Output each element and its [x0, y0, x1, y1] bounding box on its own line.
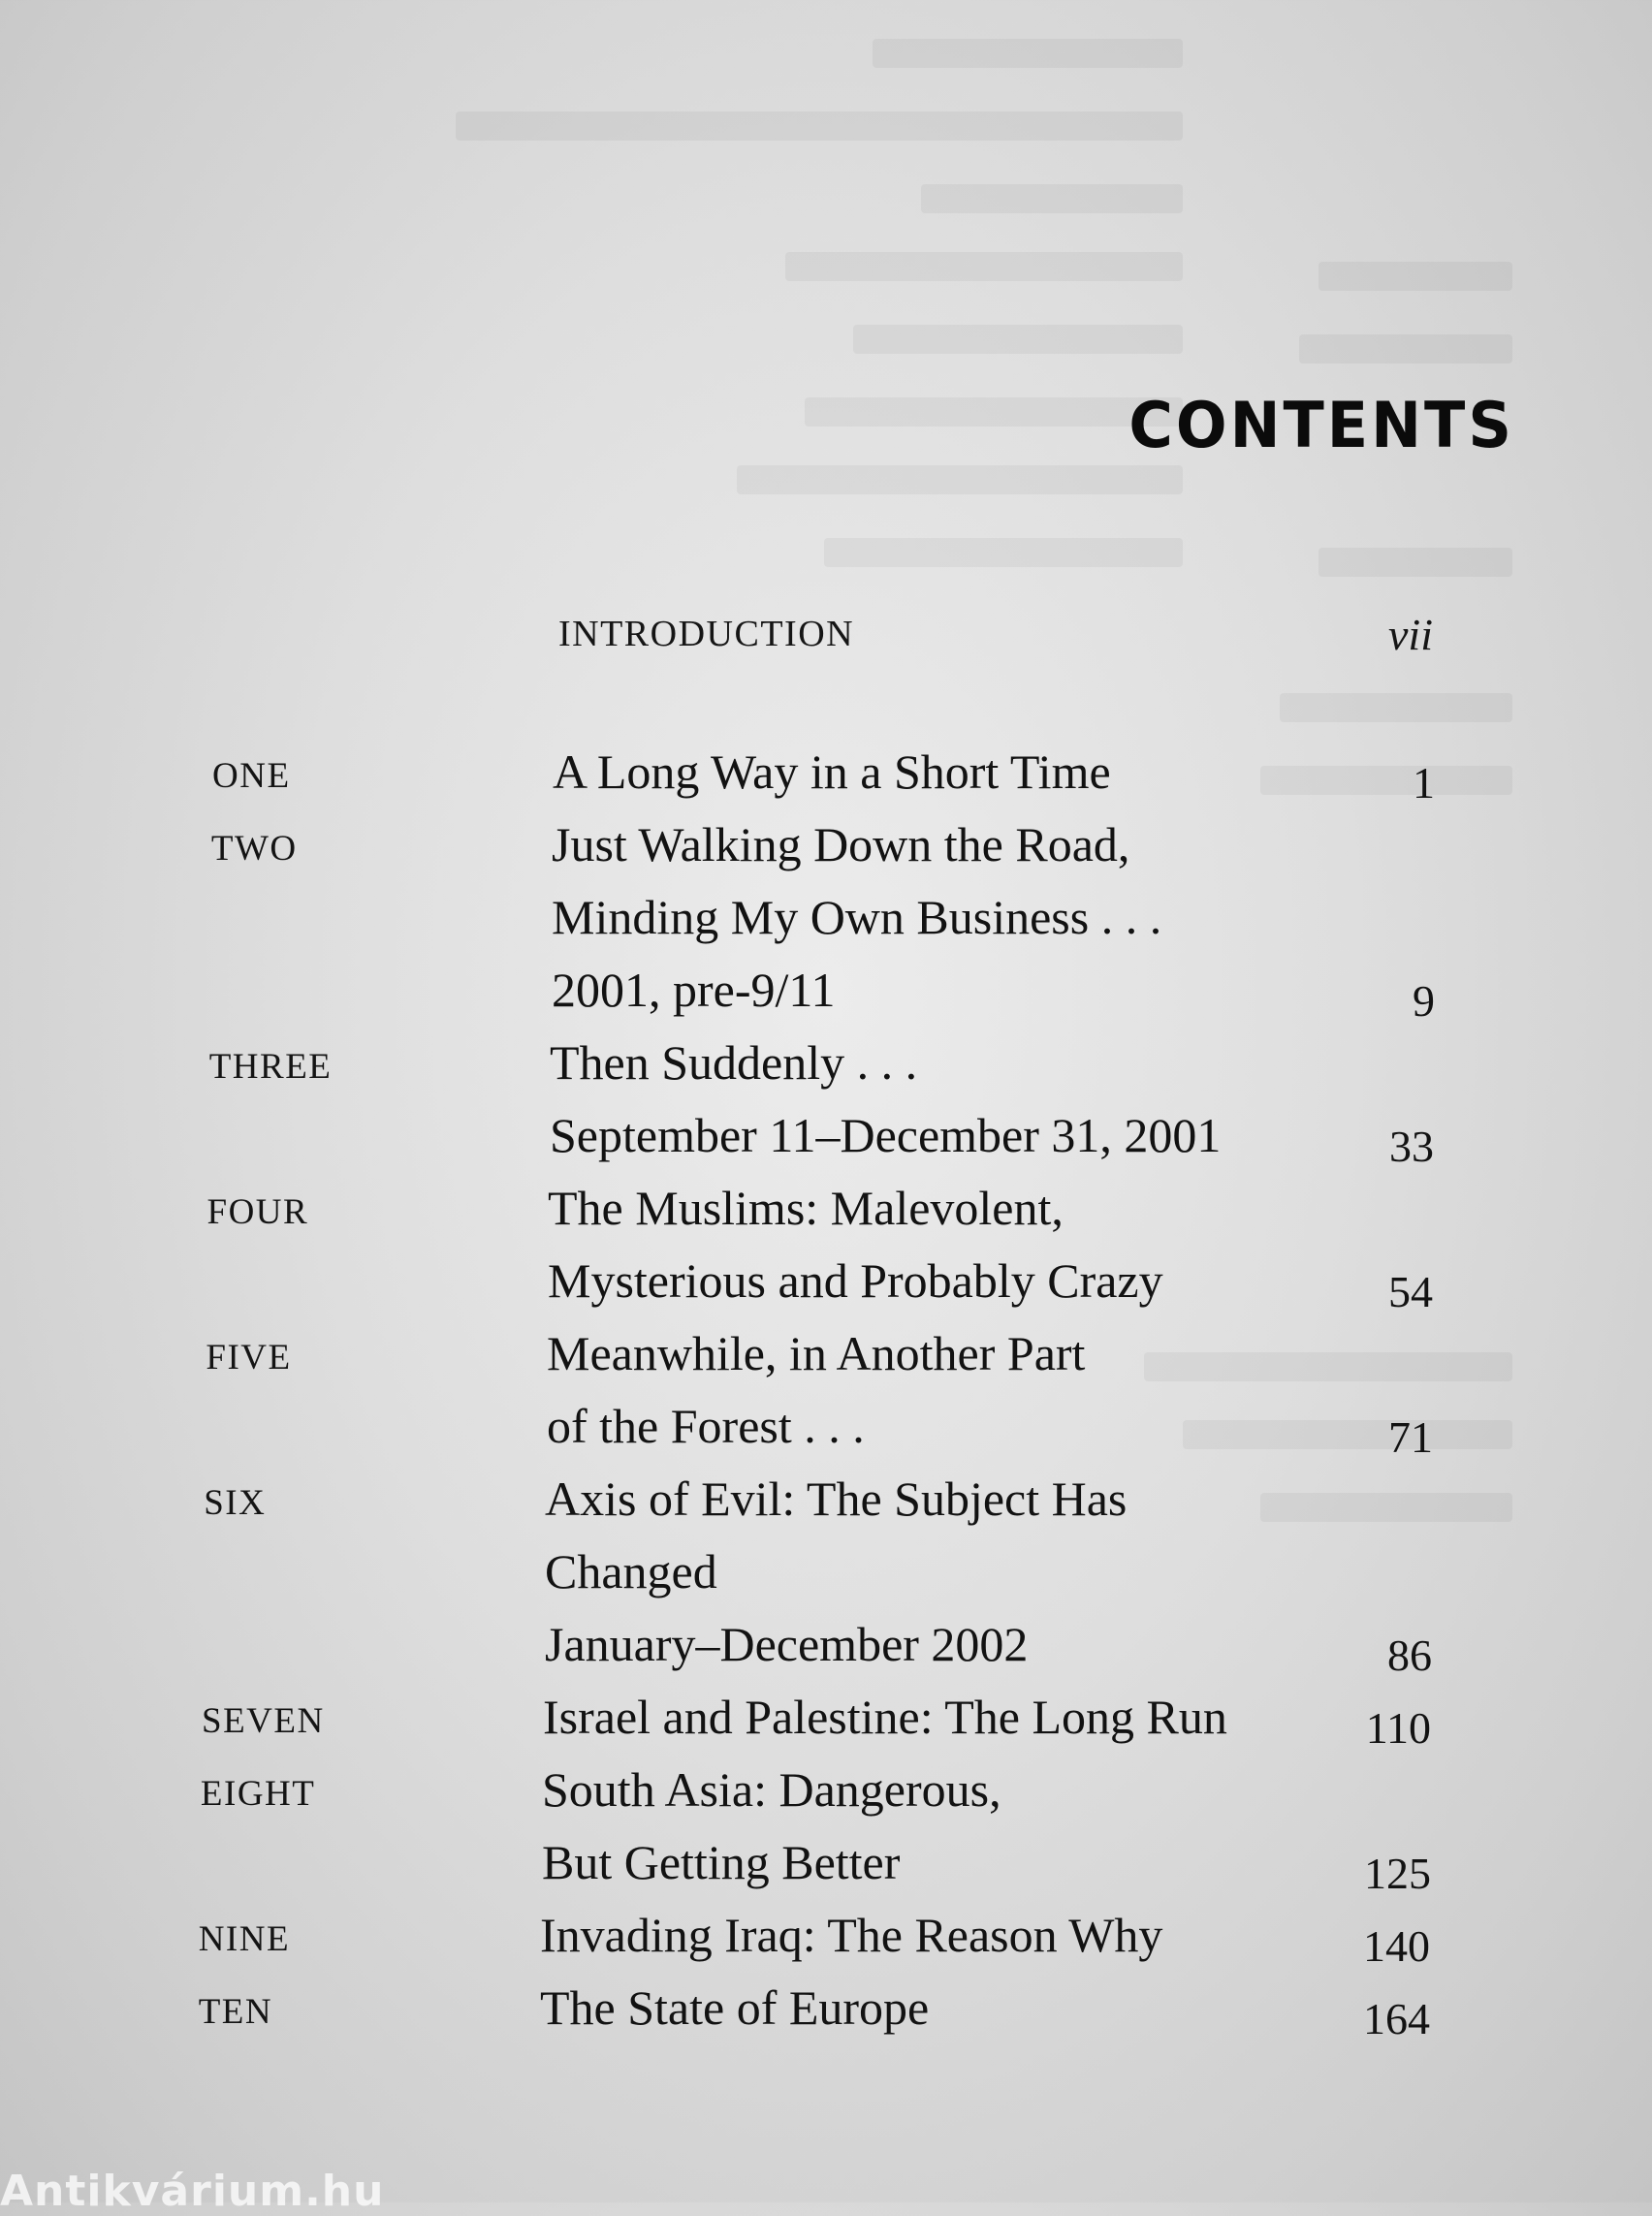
chapter-number: TEN [198, 1992, 273, 2032]
introduction-page-number: vii [1388, 610, 1433, 659]
chapter-number: ONE [212, 756, 291, 796]
chapter-title [540, 1972, 929, 2044]
chapter-title-line: But Getting Better [542, 1835, 901, 1889]
chapter-title-line: Invading Iraq: The Reason Why [540, 1908, 1163, 1962]
chapter-page-number: 9 [1413, 976, 1435, 1026]
chapter-title-line: Meanwhile, in Another Part [547, 1326, 1086, 1380]
chapter-page-number: 164 [1363, 1994, 1430, 2043]
chapter-title-line: Minding My Own Business . . . [552, 890, 1162, 944]
chapter-title-line: The Muslims: Malevolent, [548, 1181, 1064, 1235]
chapter-title-line: Axis of Evil: The Subject Has [545, 1472, 1128, 1526]
chapter-number: SEVEN [202, 1701, 325, 1741]
chapter-title [550, 1027, 1221, 1172]
chapter-number: TWO [210, 829, 298, 869]
chapter-title-line: Mysterious and Probably Crazy [548, 1253, 1163, 1308]
chapter-number: FIVE [206, 1338, 292, 1377]
chapter-number: FOUR [206, 1192, 309, 1232]
chapter-title [545, 1463, 1127, 1681]
chapter-title-line: Israel and Palestine: The Long Run [543, 1690, 1227, 1744]
chapter-title [553, 736, 1111, 808]
chapter-title [547, 1317, 1085, 1463]
chapter-title-line: The State of Europe [540, 1980, 930, 2035]
introduction-label: INTRODUCTION [558, 614, 855, 654]
chapter-title [540, 1899, 1162, 1972]
chapter-number: EIGHT [200, 1774, 316, 1814]
chapter-page-number: 1 [1413, 758, 1435, 807]
chapter-page-number: 140 [1363, 1921, 1430, 1971]
chapter-title-line: September 11–December 31, 2001 [550, 1108, 1222, 1162]
chapter-title-line: Just Walking Down the Road, [552, 817, 1130, 871]
chapter-title-line: Changed [545, 1544, 717, 1599]
chapter-title-line: A Long Way in a Short Time [553, 744, 1111, 799]
chapter-title-line: South Asia: Dangerous, [542, 1762, 1001, 1817]
chapter-page-number: 54 [1388, 1267, 1433, 1316]
chapter-number: NINE [198, 1919, 291, 1959]
chapter-title [542, 1754, 1001, 1899]
page-title: CONTENTS [1128, 388, 1514, 462]
chapter-title [543, 1681, 1227, 1754]
chapter-number: THREE [208, 1047, 333, 1087]
chapter-page-number: 33 [1389, 1122, 1434, 1171]
chapter-title-line: January–December 2002 [545, 1617, 1029, 1671]
chapter-title-line: Then Suddenly . . . [550, 1035, 918, 1090]
chapter-title [552, 808, 1161, 1027]
chapter-title-line: of the Forest . . . [547, 1399, 865, 1453]
chapter-page-number: 71 [1388, 1412, 1433, 1462]
chapter-title [548, 1172, 1163, 1317]
chapter-number: SIX [204, 1483, 267, 1523]
chapter-page-number: 86 [1387, 1630, 1432, 1680]
chapter-page-number: 110 [1365, 1703, 1431, 1753]
chapter-page-number: 125 [1364, 1849, 1431, 1898]
watermark: Antikvárium.hu [0, 2167, 385, 2216]
chapter-title-line: 2001, pre-9/11 [552, 963, 836, 1017]
